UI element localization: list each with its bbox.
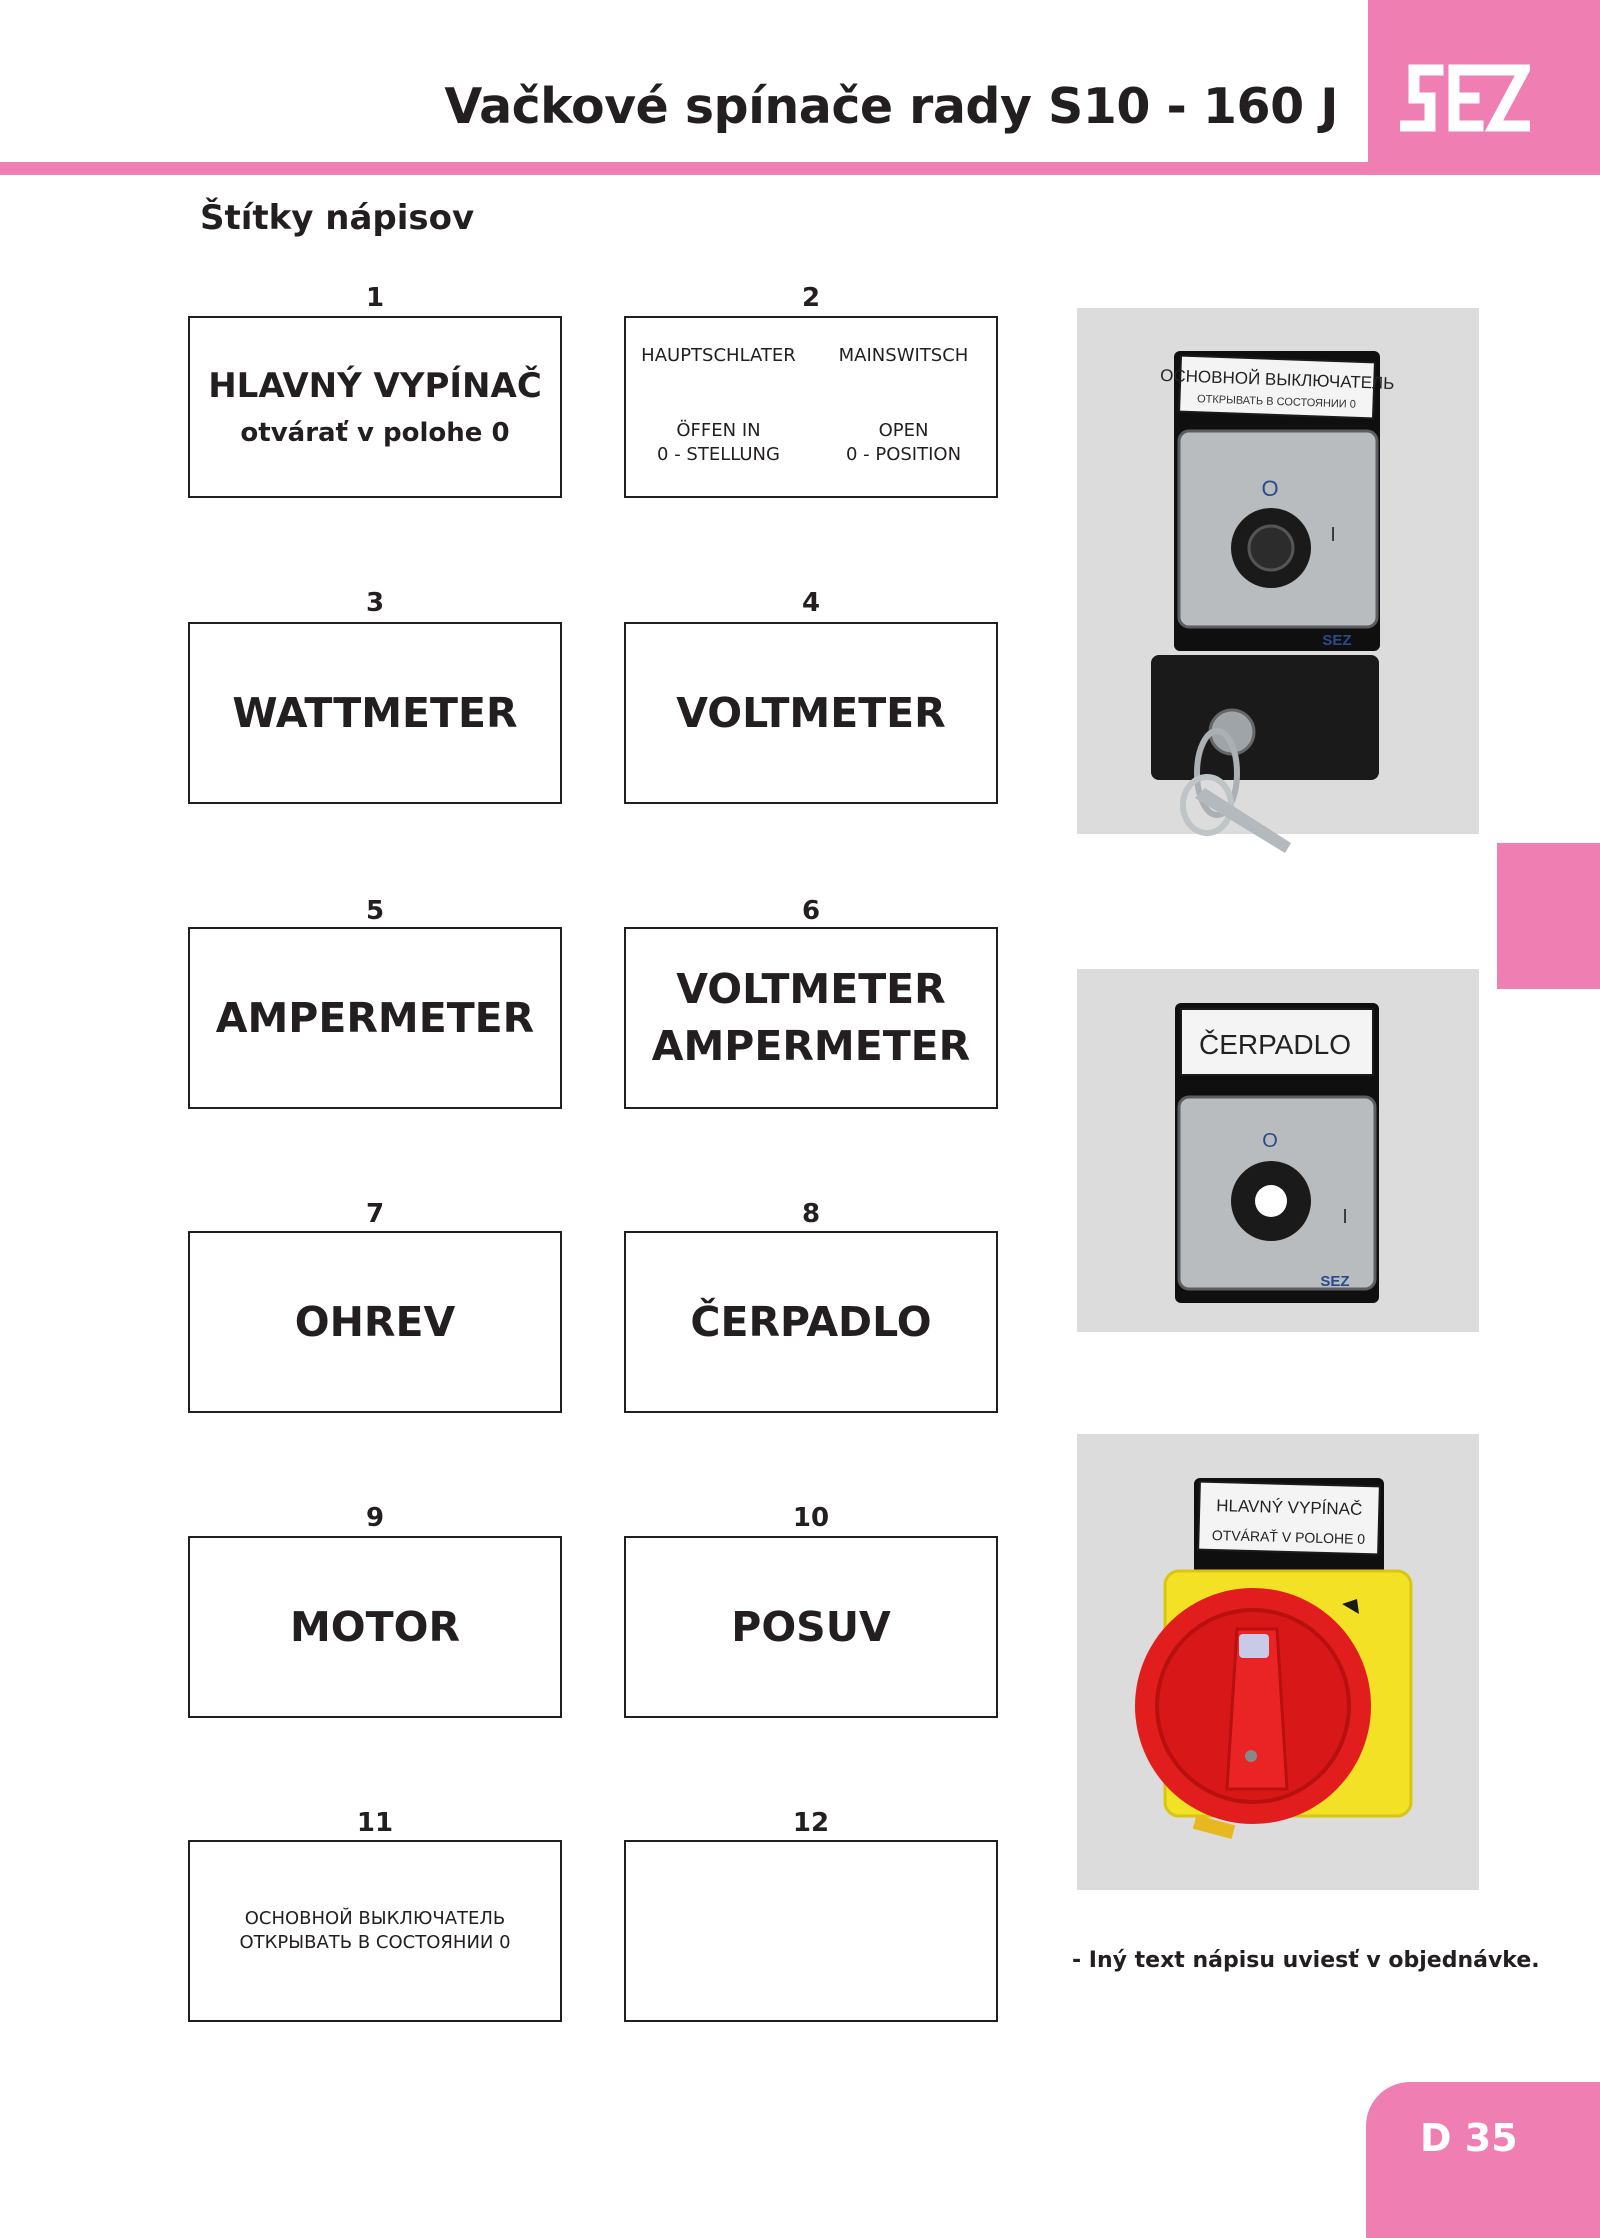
label-text: 0 - STELLUNG bbox=[657, 444, 780, 465]
label-plate-2 bbox=[624, 316, 998, 498]
label-text: VOLTMETER bbox=[676, 688, 946, 737]
label-plate-5 bbox=[188, 927, 562, 1109]
label-text: HLAVNÝ VYPÍNAČ bbox=[208, 366, 542, 406]
label-plate-11 bbox=[188, 1840, 562, 2022]
label-number: 9 bbox=[365, 1503, 385, 1533]
label-number: 12 bbox=[792, 1808, 830, 1838]
label-number: 8 bbox=[801, 1199, 821, 1229]
page-title: Vačkové spínače rady S10 - 160 J bbox=[444, 78, 1338, 135]
product-photo-main-switch bbox=[1077, 1434, 1479, 1890]
label-text: 0 - POSITION bbox=[845, 444, 962, 465]
label-text: OPEN bbox=[878, 420, 929, 441]
product-photo-pump-switch bbox=[1077, 969, 1479, 1332]
label-text: ÖFFEN IN bbox=[676, 420, 761, 441]
plate-text: HLAVNÝ VYPÍNAČ bbox=[1215, 1496, 1363, 1519]
brand-mark: SEZ bbox=[1320, 1273, 1350, 1290]
label-text: ОТКРЫВАТЬ В СОСТОЯНИИ 0 bbox=[239, 1932, 511, 1953]
label-plate-12 bbox=[624, 1840, 998, 2022]
label-text: AMPERMETER bbox=[215, 993, 535, 1042]
label-text: VOLTMETER bbox=[676, 965, 946, 1014]
label-text: POSUV bbox=[731, 1602, 891, 1651]
label-plate-10 bbox=[624, 1536, 998, 1718]
label-plate-1 bbox=[188, 316, 562, 498]
product-photo-lockable-switch bbox=[1077, 308, 1479, 834]
label-text: MAINSWITSCH bbox=[838, 345, 969, 366]
label-text: HAUPTSCHLATER bbox=[641, 345, 796, 366]
label-number: 3 bbox=[365, 588, 385, 618]
position-on-mark: I bbox=[1330, 524, 1336, 546]
header-rule bbox=[0, 162, 1368, 175]
label-number: 4 bbox=[801, 588, 821, 618]
label-plate-3 bbox=[188, 622, 562, 804]
label-number: 11 bbox=[356, 1808, 394, 1838]
label-number: 5 bbox=[365, 896, 385, 926]
order-note: - Iný text nápisu uviesť v objednávke. bbox=[1072, 1948, 1540, 1973]
page-number-tab bbox=[1366, 2082, 1600, 2238]
label-plate-6 bbox=[624, 927, 998, 1109]
label-number: 2 bbox=[801, 283, 821, 313]
position-off-mark: O bbox=[1262, 1130, 1278, 1152]
plate-text: ČERPADLO bbox=[1199, 1029, 1351, 1060]
label-plate-4 bbox=[624, 622, 998, 804]
label-subtext: otvárať v polohe 0 bbox=[240, 418, 510, 448]
label-text: AMPERMETER bbox=[651, 1022, 971, 1070]
sez-logo bbox=[1400, 62, 1530, 142]
label-plate-7 bbox=[188, 1231, 562, 1413]
label-plate-9 bbox=[188, 1536, 562, 1718]
plate-text: OTVÁRAŤ V POLOHE 0 bbox=[1211, 1526, 1366, 1547]
brand-mark: SEZ bbox=[1322, 632, 1352, 649]
label-number: 10 bbox=[792, 1503, 830, 1533]
position-on-mark: I bbox=[1342, 1206, 1348, 1228]
plate-text: ОТКРЫВАТЬ В СОСТОЯНИИ 0 bbox=[1196, 393, 1357, 411]
label-number: 7 bbox=[365, 1199, 385, 1229]
side-tab bbox=[1497, 843, 1600, 989]
label-number: 6 bbox=[801, 896, 821, 926]
label-text: OHREV bbox=[294, 1297, 456, 1346]
label-text: WATTMETER bbox=[232, 688, 518, 737]
page-number: D 35 bbox=[1420, 2116, 1518, 2160]
plate-text: ОСНОВНОЙ ВЫКЛЮЧАТЕЛЬ bbox=[1159, 365, 1395, 394]
label-number: 1 bbox=[365, 283, 385, 313]
label-text: ČERPADLO bbox=[690, 1297, 932, 1346]
section-title: Štítky nápisov bbox=[200, 198, 475, 238]
position-off-mark: O bbox=[1261, 476, 1279, 501]
label-text: ОСНОВНОЙ ВЫКЛЮЧАТЕЛЬ bbox=[244, 1907, 506, 1929]
label-text: MOTOR bbox=[289, 1602, 461, 1651]
label-plate-8 bbox=[624, 1231, 998, 1413]
